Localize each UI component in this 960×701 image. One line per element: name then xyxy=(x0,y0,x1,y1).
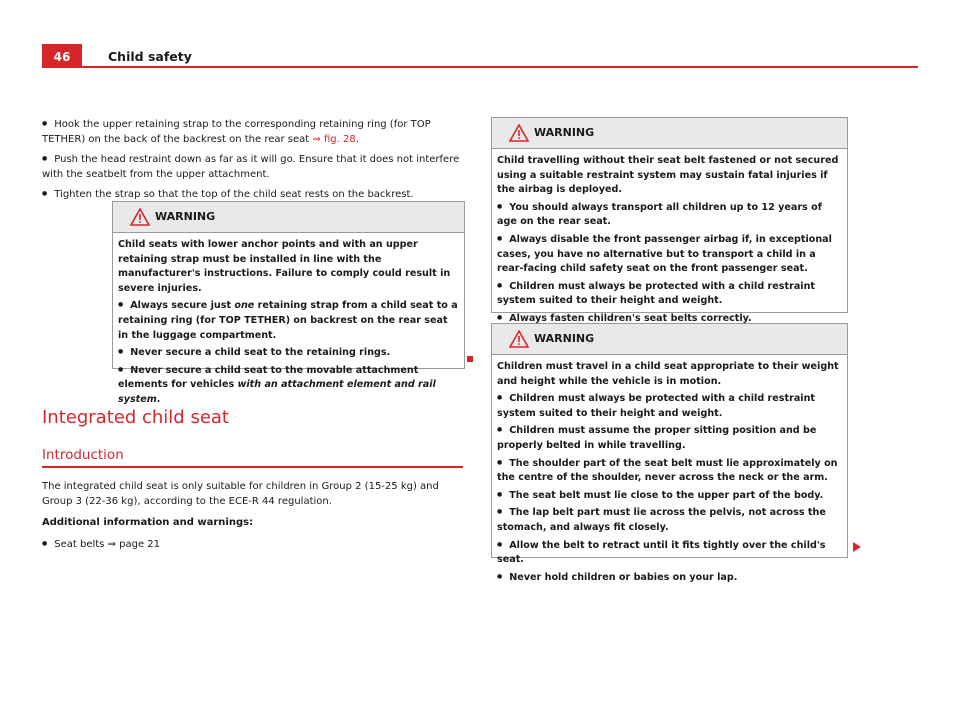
warning-box xyxy=(112,201,465,405)
list-item: ● The shoulder part of the seat belt must lie approximately on the centre of the shoulder, never across the neck or the arm. xyxy=(497,456,842,486)
list-item: ● Allow the belt to retract until it fits tightly over the child's seat. xyxy=(497,538,842,568)
warning-body xyxy=(492,149,847,333)
list-item: ● Never secure a child seat to the movable attachment elements for vehicles with an attachment element and rail system. xyxy=(118,363,459,408)
warning-intro: Child seats with lower anchor points and with an upper retaining strap must be installed in line with the manufacturer's instructions. Failure to comply could result in severe injuries. xyxy=(118,239,451,294)
warning-triangle-icon xyxy=(509,124,529,142)
section-body xyxy=(42,479,464,552)
warning-intro: Child travelling without their seat belt fastened or not secured using a suitable restraint system may sustain fatal injuries if the airbag is deployed. xyxy=(497,155,839,196)
end-marker xyxy=(467,356,473,362)
list-item: ● Children must always be protected with a child restraint system suited to their height and weight. xyxy=(497,279,842,309)
warning-body xyxy=(113,233,464,414)
list-item: ● Children must always be protected with a child restraint system suited to their height and weight. xyxy=(497,391,842,421)
list-item: ● The lap belt part must lie across the pelvis, not across the stomach, and always fit closely. xyxy=(497,505,842,535)
warning-header xyxy=(492,324,847,355)
list-item: ● Always fasten children's seat belts correctly. xyxy=(497,311,842,327)
list-item: ● The seat belt must lie close to the upper part of the body. xyxy=(497,488,842,504)
continue-arrow-icon xyxy=(853,542,861,552)
subsection-rule xyxy=(42,466,463,468)
list-item: ● Always secure just one retaining strap from a child seat to a retaining ring (for TOP TETHER) on backrest on the rear seat in the luggage compartment. xyxy=(118,298,459,343)
warning-title: WARNING xyxy=(155,210,216,223)
warning-title: WARNING xyxy=(534,332,595,345)
header-rule xyxy=(42,66,918,68)
list-item: ● Tighten the strap so that the top of the child seat rests on the backrest. xyxy=(42,186,464,202)
list-item: ● Never hold children or babies on your lap. xyxy=(497,570,842,586)
subsection-heading: Introduction xyxy=(42,447,124,463)
warning-triangle-icon xyxy=(509,330,529,348)
additional-info-label: Additional information and warnings: xyxy=(42,517,254,528)
warning-title: WARNING xyxy=(534,126,595,139)
list-item: ● Children must assume the proper sitting position and be properly belted in while travelling. xyxy=(497,423,842,453)
intro-paragraph: The integrated child seat is only suitable for children in Group 2 (15-25 kg) and Group 3 (22-36 kg), according to the ECE-R 44 regulation. xyxy=(42,481,439,507)
warning-box xyxy=(491,323,848,583)
list-item: ● Push the head restraint down as far as it will go. Ensure that it does not interfere with the seatbelt from the upper attachment. xyxy=(42,151,464,182)
list-item: ● Never secure a child seat to the retaining rings. xyxy=(118,345,459,361)
warning-box xyxy=(491,117,848,324)
page-link[interactable]: Seat belts ⇒ page 21 xyxy=(54,539,161,550)
warning-intro: Children must travel in a child seat appropriate to their weight and height while the vehicle is in motion. xyxy=(497,361,839,387)
warning-header xyxy=(492,118,847,149)
list-item: ● Hook the upper retaining strap to the corresponding retaining ring (for TOP TETHER) on the back of the backrest on the rear seat ⇒ fig. 28. xyxy=(42,116,464,147)
warning-triangle-icon xyxy=(130,208,150,226)
list-item: ● Always disable the front passenger airbag if, in exceptional cases, you have no alternative but to transport a child in a rear-facing child safety seat on the front passenger seat. xyxy=(497,232,842,277)
page-number: 46 xyxy=(42,44,82,68)
warning-header xyxy=(113,202,464,233)
figure-link[interactable]: ⇒ fig. 28 xyxy=(312,134,356,145)
list-item xyxy=(42,536,464,552)
page-title: Child safety xyxy=(108,49,192,64)
list-item: ● You should always transport all children up to 12 years of age on the rear seat. xyxy=(497,200,842,230)
left-instructions xyxy=(42,116,464,202)
warning-body xyxy=(492,355,847,591)
section-heading: Integrated child seat xyxy=(42,407,229,428)
